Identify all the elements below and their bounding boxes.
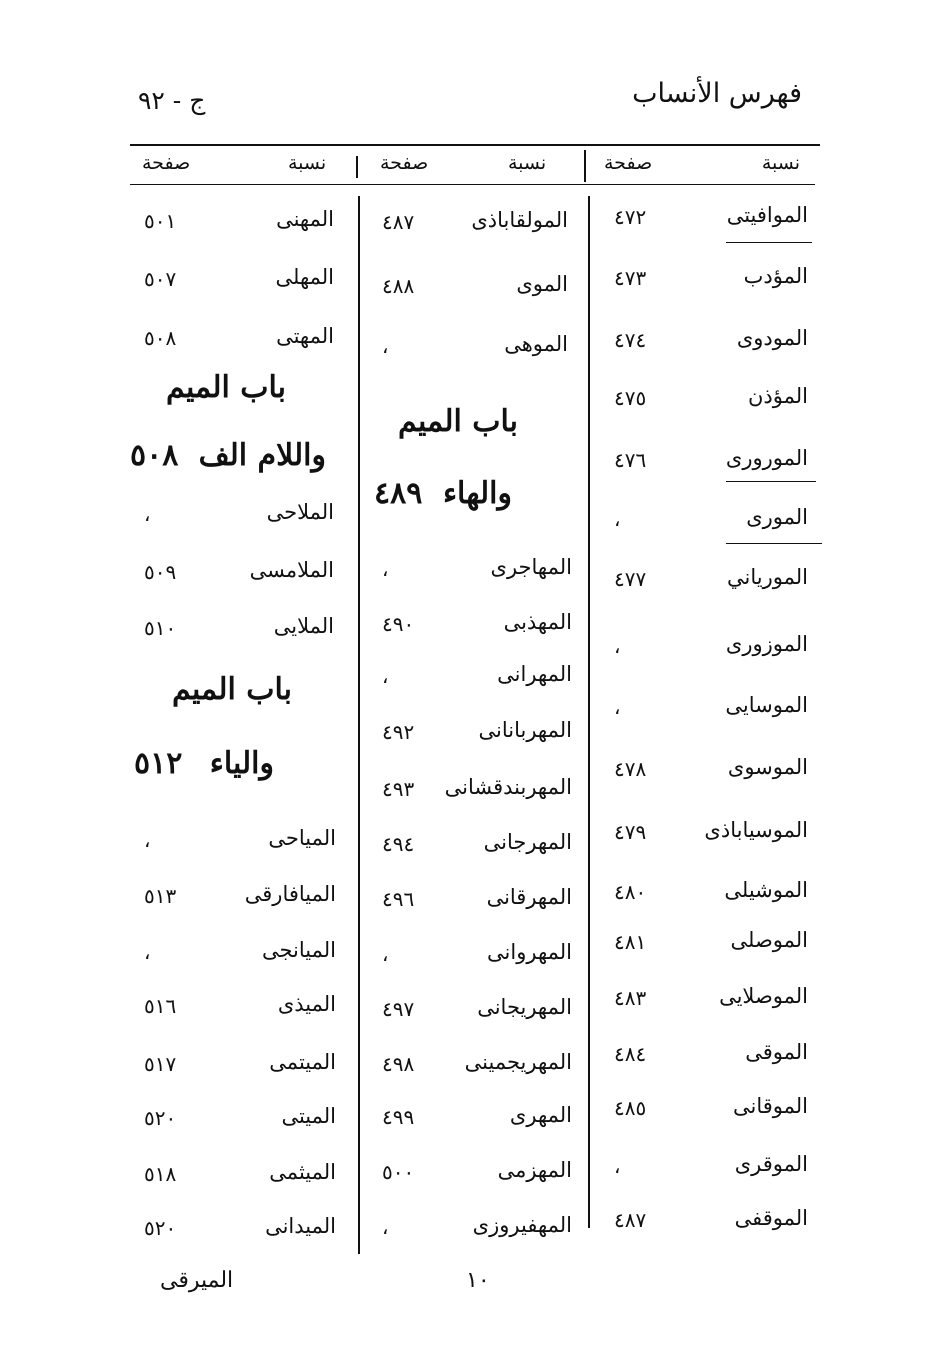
entry-page: ٥١٣ bbox=[144, 884, 177, 908]
entry-page: ، bbox=[614, 695, 621, 719]
entry-page: ، bbox=[382, 942, 389, 966]
entry-page: ، bbox=[144, 940, 151, 964]
entry-name: المهرى bbox=[509, 1103, 572, 1127]
left-col-header-page: صفحة bbox=[142, 152, 191, 174]
section-heading: باب الميم bbox=[397, 404, 518, 439]
entry-name: الميافارقى bbox=[244, 882, 336, 906]
header-divider bbox=[356, 156, 358, 178]
entry-page: ٥٢٠ bbox=[144, 1106, 177, 1130]
entry-name: المؤدب bbox=[743, 264, 808, 288]
entry-page: ، bbox=[144, 828, 151, 852]
entry-page: ، bbox=[614, 1154, 621, 1178]
entry-name: الموافيتى bbox=[726, 203, 808, 227]
entry-name: المولقاباذى bbox=[471, 208, 568, 232]
entry-name: الميانجى bbox=[261, 938, 336, 962]
entry-page: ، bbox=[144, 502, 151, 526]
section-heading: والياء bbox=[209, 746, 274, 781]
entry-page: ٤٩٩ bbox=[382, 1105, 415, 1129]
section-page: ٤٨٩ bbox=[374, 476, 423, 511]
entry-name: الملامسى bbox=[249, 558, 334, 582]
entry-page: ٤٩٢ bbox=[382, 720, 415, 744]
entry-page: ٤٨٥ bbox=[614, 1096, 647, 1120]
entry-name: الموشيلى bbox=[724, 878, 808, 902]
entry-page: ٤٩٦ bbox=[382, 887, 415, 911]
entry-page: ٤٨٧ bbox=[614, 1208, 647, 1232]
entry-page: ٤٧٩ bbox=[614, 820, 647, 844]
entry-name: الميثمى bbox=[269, 1160, 336, 1184]
entry-underline bbox=[726, 543, 822, 544]
entry-name: الملاحى bbox=[266, 500, 334, 524]
section-heading: والهاء bbox=[442, 476, 512, 511]
entry-name: الموسوى bbox=[727, 755, 808, 779]
entry-name: المهاجرى bbox=[490, 555, 572, 579]
entry-name: المهروانى bbox=[487, 940, 572, 964]
entry-name: المياحى bbox=[268, 826, 336, 850]
entry-underline bbox=[726, 481, 816, 482]
entry-name: المورى bbox=[746, 505, 808, 529]
entry-name: الميتمى bbox=[269, 1050, 336, 1074]
section-page: ٥٠٨ bbox=[130, 438, 179, 473]
entry-underline bbox=[726, 242, 812, 243]
section-heading: واللام الف bbox=[198, 438, 326, 473]
entry-name: الميتى bbox=[281, 1104, 336, 1128]
entry-page: ٤٩٨ bbox=[382, 1052, 415, 1076]
entry-page: ٤٩٧ bbox=[382, 997, 415, 1021]
entry-page: ، bbox=[382, 1215, 389, 1239]
entry-name: الموسياباذى bbox=[704, 818, 808, 842]
entry-name: المورورى bbox=[725, 446, 808, 470]
entry-page: ٤٨٧ bbox=[382, 210, 415, 234]
entry-name: الموسايى bbox=[725, 693, 808, 717]
entry-page: ، bbox=[614, 634, 621, 658]
entry-page: ٤٩٤ bbox=[382, 832, 415, 856]
entry-name: الموقى bbox=[745, 1040, 808, 1064]
entry-page: ٤٨١ bbox=[614, 930, 647, 954]
entry-page: ٤٧٢ bbox=[614, 205, 647, 229]
entry-name: المهريجانى bbox=[477, 995, 572, 1019]
entry-page: ٤٧٨ bbox=[614, 757, 647, 781]
entry-page: ٥٠٩ bbox=[144, 560, 177, 584]
entry-page: ٥٠١ bbox=[144, 209, 177, 233]
column-divider bbox=[588, 196, 590, 1228]
entry-page: ، bbox=[382, 557, 389, 581]
entry-name: الميدانى bbox=[265, 1214, 336, 1238]
entry-page: ٤٧٧ bbox=[614, 567, 647, 591]
entry-page: ٥١٦ bbox=[144, 994, 177, 1018]
entry-name: الموصلايى bbox=[719, 984, 808, 1008]
entry-name: الموهى bbox=[504, 332, 568, 356]
entry-page: ٤٨٣ bbox=[614, 986, 647, 1010]
entry-name: الموزورى bbox=[725, 632, 808, 656]
header-rule bbox=[130, 184, 815, 185]
entry-page: ، bbox=[614, 507, 621, 531]
entry-page: ٥٠٨ bbox=[144, 326, 177, 350]
entry-page: ٥٠٧ bbox=[144, 267, 177, 291]
header-divider bbox=[584, 150, 586, 182]
entry-name: المهربانانى bbox=[478, 718, 572, 742]
entry-page: ٤٧٥ bbox=[614, 386, 647, 410]
page-title: فهرس الأنساب bbox=[632, 78, 802, 109]
right-col-header-page: صفحة bbox=[604, 152, 653, 174]
entry-page: ٤٨٠ bbox=[614, 880, 647, 904]
entry-name: المهريجمينى bbox=[464, 1050, 572, 1074]
entry-name: الموقفى bbox=[734, 1206, 808, 1230]
entry-name: المهرقانى bbox=[486, 885, 572, 909]
entry-name: المودوى bbox=[736, 326, 808, 350]
entry-page: ٤٧٣ bbox=[614, 266, 647, 290]
section-heading: باب الميم bbox=[171, 672, 292, 707]
entry-page: ٤٩٠ bbox=[382, 612, 415, 636]
entry-page: ، bbox=[382, 334, 389, 358]
entry-page: ٥١٨ bbox=[144, 1162, 177, 1186]
entry-name: المهنى bbox=[276, 207, 334, 231]
entry-name: المهذبى bbox=[503, 610, 572, 634]
entry-page: ٥٢٠ bbox=[144, 1216, 177, 1240]
section-heading: باب الميم bbox=[165, 370, 286, 405]
middle-col-header-nisba: نسبة bbox=[508, 152, 547, 174]
entry-name: الموقرى bbox=[734, 1152, 808, 1176]
page-number: ١٠ bbox=[466, 1268, 490, 1293]
entry-name: المهلى bbox=[275, 265, 334, 289]
column-divider bbox=[358, 196, 360, 1254]
entry-page: ٤٩٣ bbox=[382, 777, 415, 801]
left-col-header-nisba: نسبة bbox=[288, 152, 327, 174]
entry-page: ٤٧٦ bbox=[614, 448, 647, 472]
entry-page: ٤٨٨ bbox=[382, 274, 415, 298]
entry-name: الميذى bbox=[277, 992, 336, 1016]
entry-name: الموصلى bbox=[730, 928, 808, 952]
entry-name: الملايى bbox=[273, 614, 334, 638]
entry-name: المورياني bbox=[727, 565, 808, 589]
middle-col-header-page: صفحة bbox=[380, 152, 429, 174]
right-col-header-nisba: نسبة bbox=[761, 152, 800, 174]
entry-page: ٥١٧ bbox=[144, 1052, 177, 1076]
entry-name: الموقانى bbox=[732, 1094, 808, 1118]
entry-name: المهزمى bbox=[497, 1158, 572, 1182]
entry-name: المهرانى bbox=[497, 662, 572, 686]
entry-name: المهفيروزى bbox=[472, 1213, 572, 1237]
entry-page: ٤٨٤ bbox=[614, 1042, 647, 1066]
entry-name: الموى bbox=[516, 272, 568, 296]
entry-page: ، bbox=[382, 664, 389, 688]
entry-name: المهربندقشانى bbox=[444, 775, 572, 799]
entry-page: ٥٠٠ bbox=[382, 1160, 415, 1184]
top-rule bbox=[130, 144, 820, 146]
entry-page: ٤٧٤ bbox=[614, 328, 647, 352]
volume-reference: ج - ٩٢ bbox=[138, 86, 206, 115]
entry-page: ٥١٠ bbox=[144, 616, 177, 640]
entry-name: المهتى bbox=[276, 324, 334, 348]
catchword: الميرقى bbox=[160, 1268, 234, 1293]
entry-name: المؤذن bbox=[748, 384, 808, 408]
entry-name: المهرجانى bbox=[483, 830, 572, 854]
section-page: ٥١٢ bbox=[134, 746, 183, 781]
